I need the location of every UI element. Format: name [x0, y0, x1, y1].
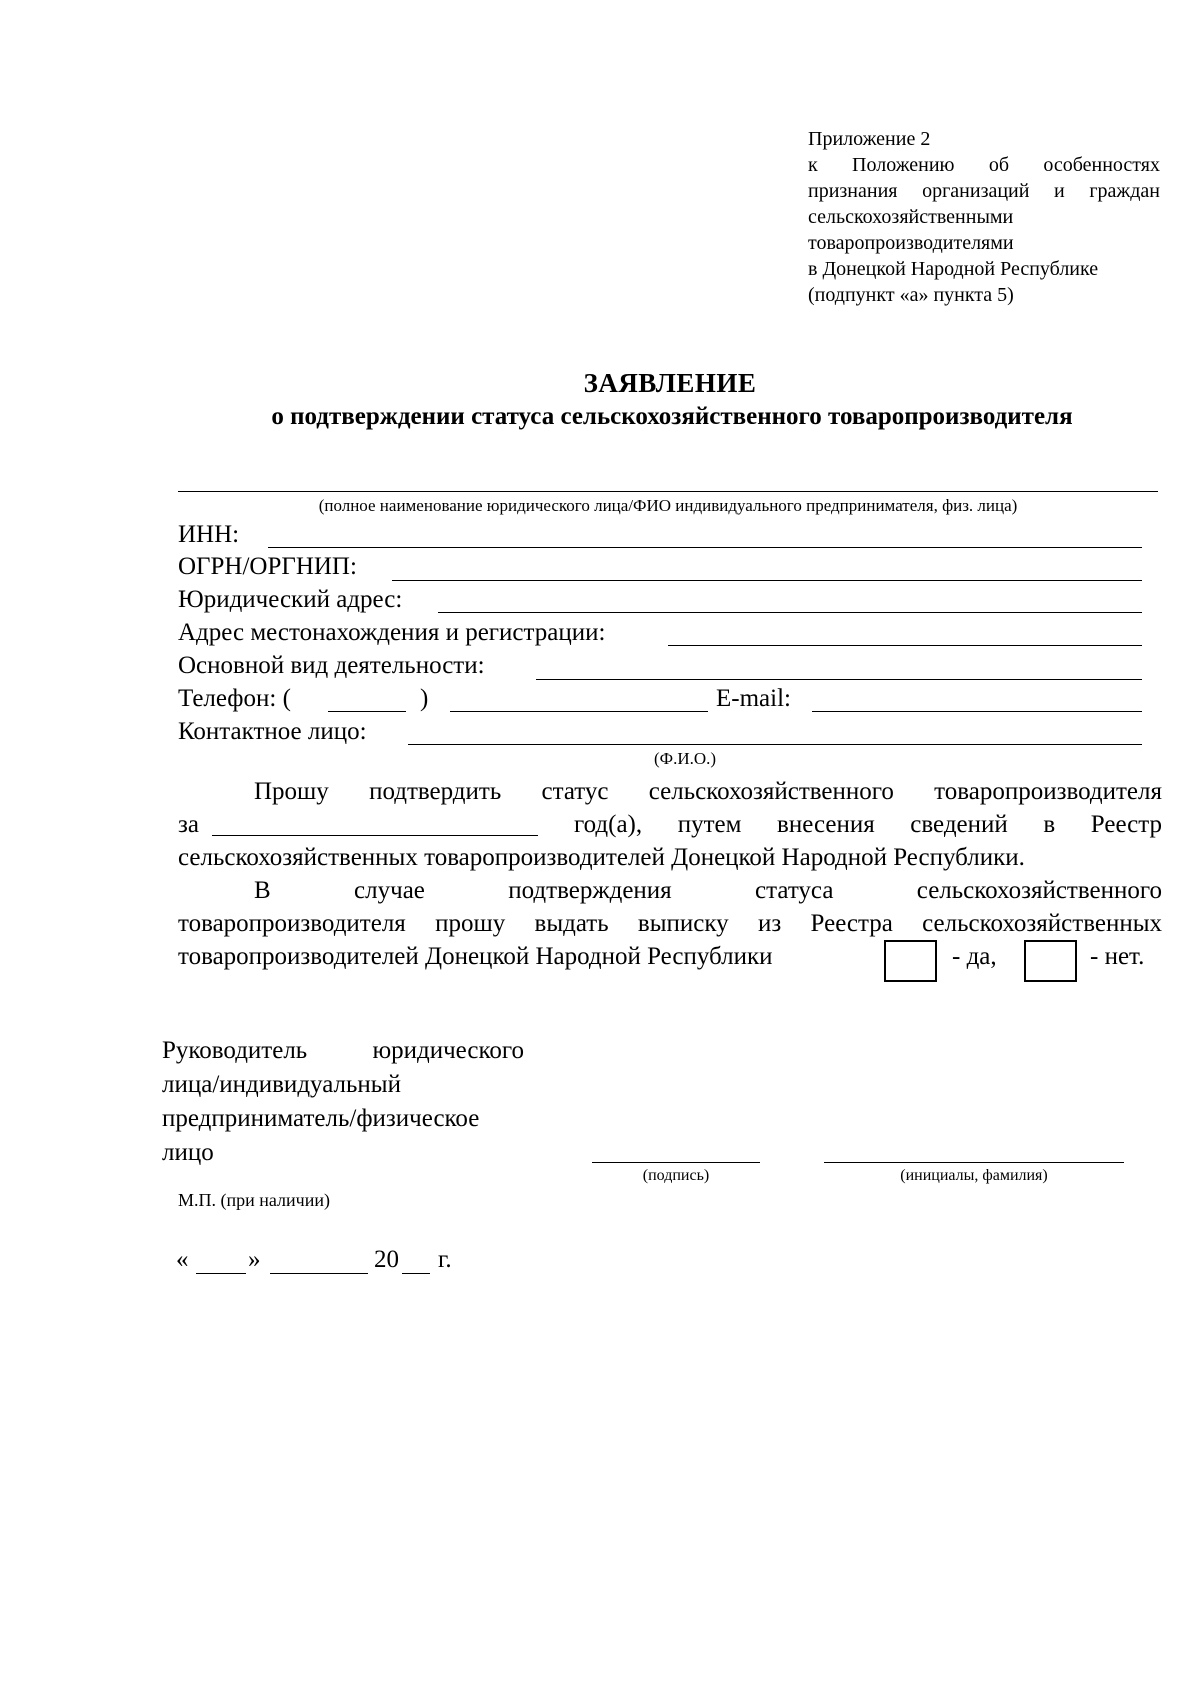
fio-caption: (Ф.И.О.)	[654, 749, 717, 768]
phone-number-field[interactable]	[450, 711, 708, 712]
stamp-label: М.П. (при наличии)	[178, 1190, 330, 1210]
no-checkbox[interactable]	[1024, 940, 1077, 982]
date-close-quote: »	[248, 1246, 261, 1273]
appendix-line: в Донецкой Народной Республике	[808, 258, 1099, 280]
signer-line: лица/индивидуальный	[162, 1071, 401, 1098]
inn-label: ИНН:	[178, 521, 240, 548]
phone-label: Телефон: (	[178, 685, 291, 712]
inn-field[interactable]	[268, 547, 1142, 548]
request-paragraph-line: сельскохозяйственных товаропроизводителей Донецкой Народной Республики.	[178, 844, 1025, 871]
contact-field[interactable]	[408, 744, 1142, 745]
extract-paragraph-line: товаропроизводителя прошу выдать выписку из Реестра сельскохозяйственных	[178, 910, 1162, 937]
appendix-line: признания организаций и граждан	[808, 180, 1160, 202]
extract-paragraph-line: В случае подтверждения статуса сельскохозяйственного	[254, 877, 1162, 904]
appendix-line: Приложение 2	[808, 128, 931, 150]
document-title: ЗАЯВЛЕНИЕ	[583, 368, 757, 398]
legal-address-label: Юридический адрес:	[178, 586, 403, 613]
phone-close-paren: )	[420, 685, 429, 712]
yes-checkbox[interactable]	[884, 940, 937, 982]
email-label: E-mail:	[716, 685, 791, 712]
request-za-label: за	[178, 811, 199, 838]
name-line[interactable]	[178, 491, 1158, 492]
phone-code-field[interactable]	[328, 711, 406, 712]
date-open-quote: «	[176, 1246, 189, 1273]
activity-label: Основной вид деятельности:	[178, 652, 485, 679]
signer-block	[162, 1034, 524, 1170]
appendix-line: к Положению об особенностях	[808, 154, 1160, 176]
ogrn-field[interactable]	[392, 580, 1142, 581]
extract-paragraph-line: товаропроизводителей Донецкой Народной Республики	[178, 943, 773, 970]
initials-field[interactable]	[824, 1162, 1124, 1163]
appendix-line: (подпункт «а» пункта 5)	[808, 284, 1014, 306]
name-caption: (полное наименование юридического лица/ФИО индивидуального предпринимателя, физ. лица)	[318, 496, 1018, 515]
no-label: - нет.	[1090, 943, 1145, 970]
appendix-line: товаропроизводителями	[808, 232, 1014, 254]
date-month-field[interactable]	[270, 1273, 368, 1274]
request-paragraph-line: Прошу подтвердить статус сельскохозяйственного товаропроизводителя	[254, 778, 1162, 805]
location-address-field[interactable]	[668, 645, 1142, 646]
yes-label: - да,	[952, 943, 997, 970]
contact-label: Контактное лицо:	[178, 718, 367, 745]
signer-line: лицо	[162, 1139, 214, 1166]
date-year-suffix: г.	[438, 1246, 452, 1273]
request-paragraph-line: год(а), путем внесения сведений в Реестр	[574, 811, 1162, 838]
ogrn-label: ОГРН/ОРГНИП:	[178, 553, 357, 580]
signer-line: Руководитель юридического	[162, 1037, 524, 1064]
date-year-prefix: 20	[374, 1246, 399, 1273]
document-subtitle: о подтверждении статуса сельскохозяйственного товаропроизводителя	[271, 403, 1073, 430]
appendix-block	[808, 126, 1160, 308]
date-day-field[interactable]	[196, 1273, 246, 1274]
signature-caption: (подпись)	[642, 1167, 710, 1184]
date-year-field[interactable]	[402, 1273, 430, 1274]
appendix-line: сельскохозяйственными	[808, 206, 1014, 228]
location-address-label: Адрес местонахождения и регистрации:	[178, 619, 606, 646]
email-field[interactable]	[812, 711, 1142, 712]
signature-field[interactable]	[592, 1162, 760, 1163]
activity-field[interactable]	[536, 679, 1142, 680]
years-field[interactable]	[212, 835, 538, 836]
signer-line: предприниматель/физическое	[162, 1105, 480, 1132]
initials-caption: (инициалы, фамилия)	[900, 1167, 1048, 1184]
legal-address-field[interactable]	[438, 612, 1142, 613]
